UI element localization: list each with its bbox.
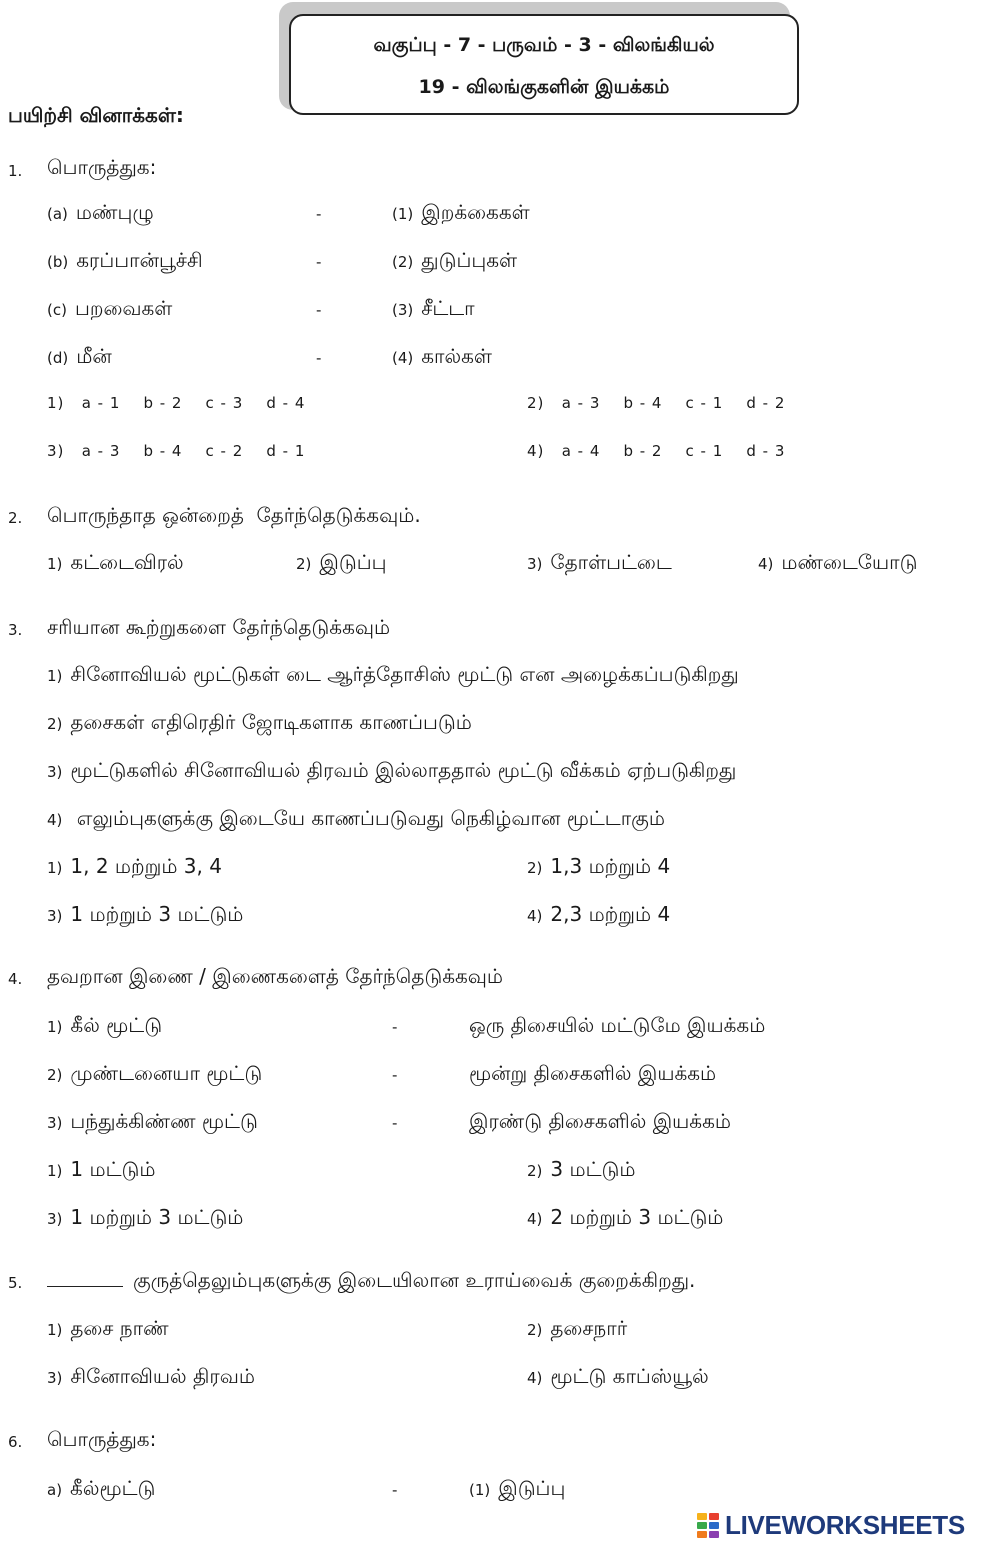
q4-pair-right: ஒரு திசையில் மட்டுமே இயக்கம் (469, 1013, 766, 1037)
q3-statement-3: 3) மூட்டுகளில் சினோவியல் திரவம் இல்லாததால் மூட்டு வீக்கம் ஏற்படுகிறது (47, 758, 737, 782)
q1-pair-right: சீட்டா (421, 296, 475, 320)
q1-pair-num: (2) (392, 253, 414, 271)
q2-option-1[interactable]: 1) கட்டைவிரல் (47, 550, 184, 574)
q5-number: 5. (8, 1274, 23, 1292)
q1-option-3[interactable]: 3) a - 3 b - 4 c - 2 d - 1 (47, 442, 306, 460)
q1-number: 1. (8, 162, 23, 180)
q1-option-1[interactable]: 1) a - 1 b - 2 c - 3 d - 4 (47, 394, 306, 412)
liveworksheets-logo (697, 1510, 965, 1540)
q3-number: 3. (8, 621, 23, 639)
q3-statement-2: 2) தசைகள் எதிரெதிர் ஜோடிகளாக காணப்படும் (47, 710, 472, 734)
q2-text: பொருந்தாத ஒன்றைத் தேர்ந்தெடுக்கவும். (47, 503, 421, 527)
q1-pair-dash: - (316, 205, 322, 223)
q2-option-4[interactable]: 4) மண்டையோடு (758, 550, 918, 574)
q4-option-3[interactable]: 3) 1 மற்றும் 3 மட்டும் (47, 1205, 244, 1229)
q1-pair-left: கரப்பான்பூச்சி (76, 248, 203, 272)
q3-statement-4: 4) எலும்புகளுக்கு இடையே காணப்படுவது நெகிழ்வான மூட்டாகும் (47, 806, 665, 830)
q2-option-3[interactable]: 3) தோள்பட்டை (527, 550, 672, 574)
liveworksheets-icon (697, 1513, 719, 1538)
section-title: பயிற்சி வினாக்கள்: (8, 103, 184, 127)
q1-pair-right: இறக்கைகள் (421, 200, 530, 224)
q6-number: 6. (8, 1433, 23, 1451)
q3-text: சரியான கூற்றுகளை தேர்ந்தெடுக்கவும் (47, 615, 391, 639)
q4-pair-left: முண்டனையா மூட்டு (70, 1061, 263, 1085)
q4-pair-left: பந்துக்கிண்ண மூட்டு (70, 1109, 258, 1133)
q1-pair-dash: - (316, 301, 322, 319)
q4-pair-right: மூன்று திசைகளில் இயக்கம் (469, 1061, 717, 1085)
q4-pair-dash: - (392, 1018, 398, 1036)
q1-pair-num: (3) (392, 301, 414, 319)
q1-text: பொருத்துக: (47, 155, 157, 179)
q1-option-2[interactable]: 2) a - 3 b - 4 c - 1 d - 2 (527, 394, 786, 412)
q4-pair-left: கீல் மூட்டு (70, 1013, 163, 1037)
q5-option-4[interactable]: 4) மூட்டு காப்ஸ்யூல் (527, 1364, 709, 1388)
q1-pair-num: (1) (392, 205, 414, 223)
q5-option-3[interactable]: 3) சினோவியல் திரவம் (47, 1364, 255, 1388)
q3-statement-1: 1) சினோவியல் மூட்டுகள் டை ஆர்த்தோசிஸ் மூட்டு என அழைக்கப்படுகிறது (47, 662, 739, 686)
q1-pair-dash: - (316, 253, 322, 271)
q4-option-1[interactable]: 1) 1 மட்டும் (47, 1157, 156, 1181)
header-class-subject: வகுப்பு - 7 - பருவம் - 3 - விலங்கியல் (373, 34, 715, 56)
q6-pair-left: கீல்மூட்டு (70, 1476, 156, 1500)
q2-number: 2. (8, 509, 23, 527)
q1-pair-label: (d) (47, 349, 69, 367)
q4-option-2[interactable]: 2) 3 மட்டும் (527, 1157, 636, 1181)
q6-pair-label: a) (47, 1481, 63, 1499)
q5-blank[interactable] (47, 1285, 123, 1287)
q4-number: 4. (8, 970, 23, 988)
q3-option-3[interactable]: 3) 1 மற்றும் 3 மட்டும் (47, 902, 244, 926)
q2-option-2[interactable]: 2) இடுப்பு (296, 550, 387, 574)
q6-pair-num: (1) (469, 1481, 491, 1499)
q1-pair-right: கால்கள் (421, 344, 492, 368)
q5-text: குருத்தெலும்புகளுக்கு இடையிலான உராய்வைக் குறைக்கிறது. (133, 1268, 696, 1292)
q4-pair-dash: - (392, 1066, 398, 1084)
header-lesson-title: 19 - விலங்குகளின் இயக்கம் (418, 76, 670, 98)
q4-option-4[interactable]: 4) 2 மற்றும் 3 மட்டும் (527, 1205, 724, 1229)
q3-option-4[interactable]: 4) 2,3 மற்றும் 4 (527, 902, 671, 926)
q6-pair-dash: - (392, 1481, 398, 1499)
q1-pair-dash: - (316, 349, 322, 367)
q1-pair-left: மண்புழு (75, 200, 154, 224)
q4-pair-right: இரண்டு திசைகளில் இயக்கம் (469, 1109, 731, 1133)
q1-pair-right: துடுப்புகள் (421, 248, 518, 272)
q6-pair-right: இடுப்பு (498, 1476, 566, 1500)
q5-option-1[interactable]: 1) தசை நாண் (47, 1316, 169, 1340)
q1-pair-num: (4) (392, 349, 414, 367)
q5-question (47, 1268, 695, 1295)
q3-option-1[interactable]: 1) 1, 2 மற்றும் 3, 4 (47, 854, 222, 878)
q4-pair-dash: - (392, 1114, 398, 1132)
q1-option-4[interactable]: 4) a - 4 b - 2 c - 1 d - 3 (527, 442, 786, 460)
q1-pair-label: (c) (47, 301, 67, 319)
q6-text: பொருத்துக: (47, 1427, 157, 1451)
q1-pair-label: (a) (47, 205, 68, 223)
liveworksheets-wordmark: LIVEWORKSHEETS (725, 1509, 965, 1540)
q4-text: தவறான இணை / இணைகளைத் தேர்ந்தெடுக்கவும் (47, 964, 504, 988)
q1-pair-label: (b) (47, 253, 69, 271)
q1-pair-left: மீன் (76, 344, 112, 368)
q1-pair-left: பறவைகள் (74, 296, 173, 320)
q3-option-2[interactable]: 2) 1,3 மற்றும் 4 (527, 854, 671, 878)
q5-option-2[interactable]: 2) தசைநார் (527, 1316, 628, 1340)
header-box (289, 14, 799, 115)
